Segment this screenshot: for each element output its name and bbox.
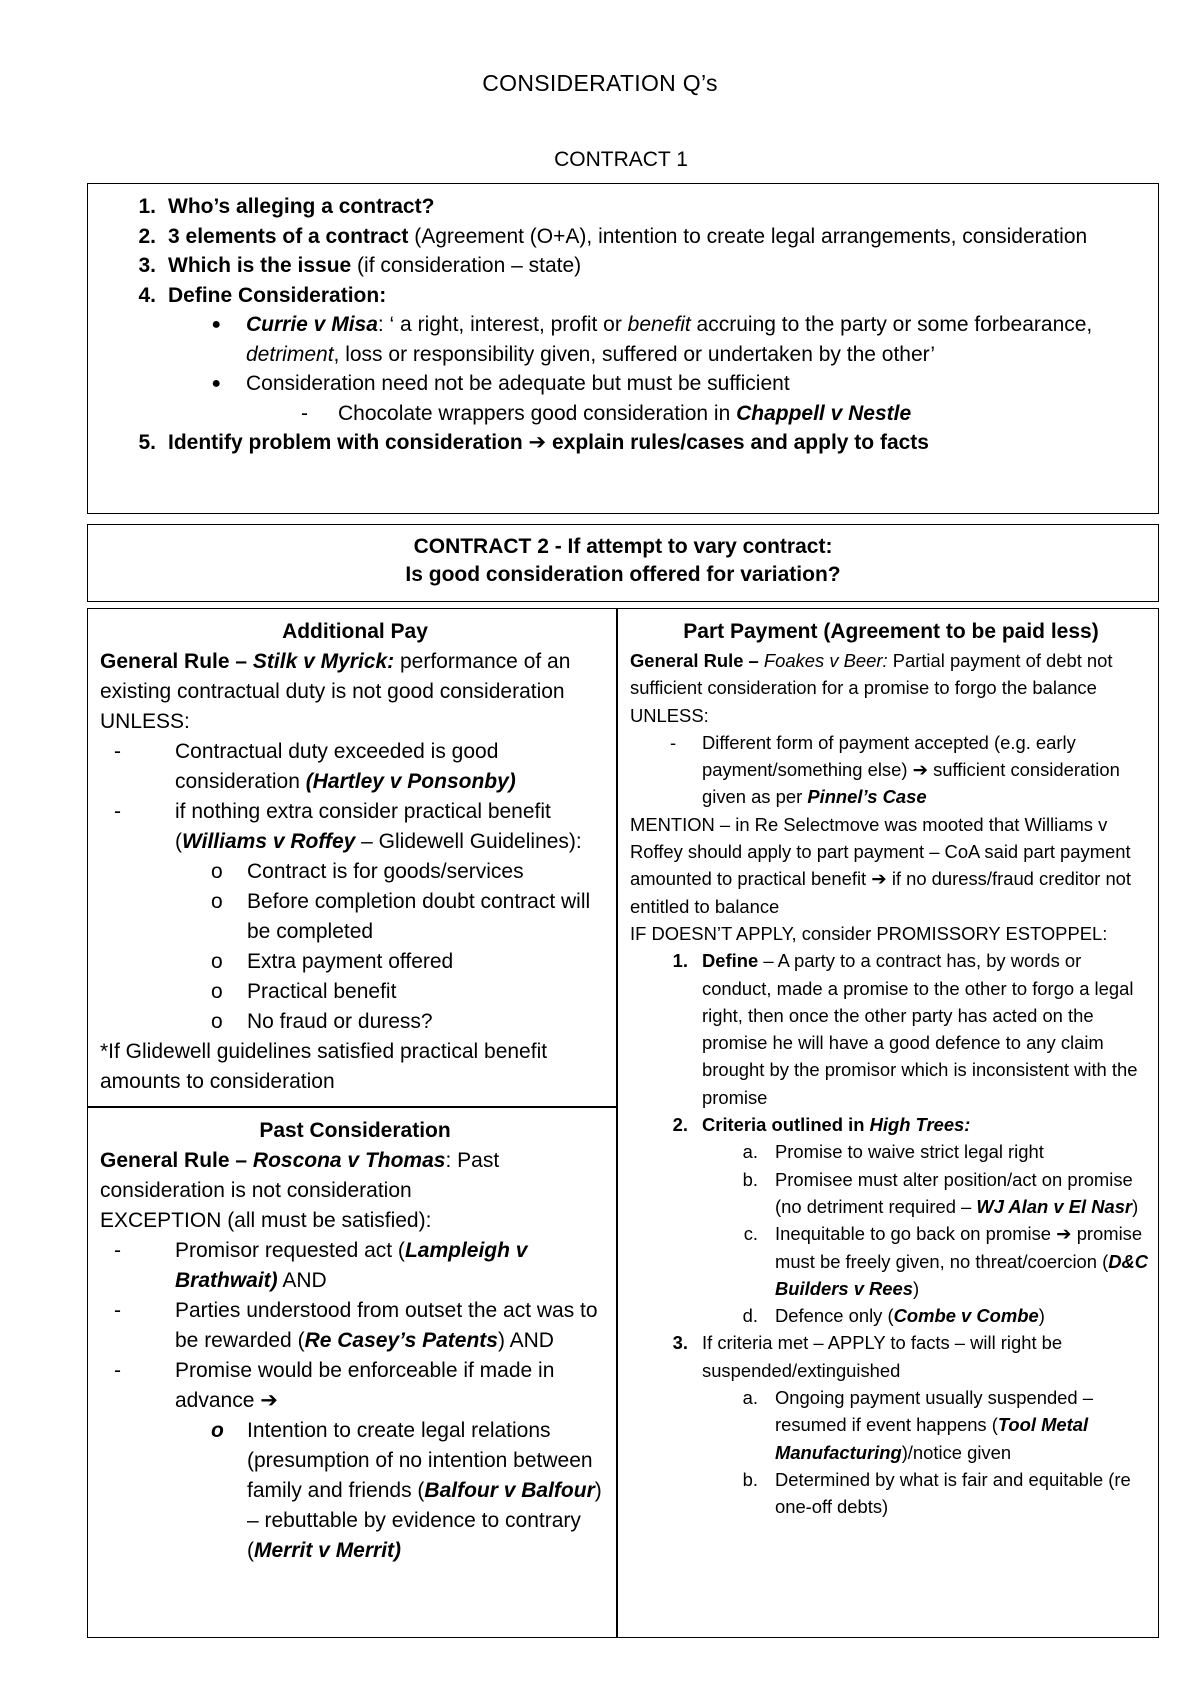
bullet-icon: ●: [211, 375, 221, 392]
contract-2-question: Is good consideration offered for variation?: [405, 563, 841, 586]
item-text: ): [1038, 1305, 1045, 1327]
dash-marker: -: [114, 1359, 121, 1382]
arrow-icon: ➔: [528, 431, 547, 454]
item-number: 1.: [672, 950, 688, 972]
item-letter: b.: [742, 1468, 758, 1490]
definition-emphasis: benefit: [627, 313, 691, 336]
sub-text: No fraud or duress?: [247, 1010, 433, 1033]
dash-text: AND: [277, 1269, 327, 1292]
row-divider: [88, 1106, 616, 1108]
dash-marker: -: [670, 731, 677, 753]
checklist-item: [88, 192, 1148, 222]
dash-text: Parties understood from outset the act was to be rewarded (: [175, 1299, 598, 1352]
dash-marker: -: [114, 1239, 121, 1262]
dash-text: Promise would be enforceable if made in advance: [175, 1359, 555, 1412]
item-text: – A party to a contract has, by words or conduct, made a promise to the other to forgo a legal right, then once the other party has acted on the promise he will have a good defence to any claim brought by the promisor which is inconsistent with the promise: [702, 950, 1138, 1108]
dash-text: Different form of payment accepted (e.g. early payment/something else): [702, 731, 1076, 781]
contract-2-box: [87, 524, 1159, 602]
sub-item: [100, 857, 610, 887]
item-letter: b.: [742, 1168, 758, 1190]
lettered-item: [630, 1220, 1152, 1302]
rule-text: performance of an existing contractual duty is not good consideration: [100, 650, 571, 703]
contract-2-heading: CONTRACT 2 - If attempt to vary contract:: [413, 535, 833, 558]
definition-text: , loss or responsibility given, suffered or undertaken by the other’: [333, 342, 936, 366]
circle-marker: o: [211, 950, 223, 973]
lettered-item: [630, 1466, 1152, 1521]
general-rule: [100, 1146, 610, 1206]
sub-item: [100, 1007, 610, 1037]
contract-1-box: [87, 183, 1159, 514]
item-number: 3.: [672, 1332, 688, 1354]
rule-label: General Rule –: [100, 1149, 253, 1172]
case-name: Pinnel’s Case: [807, 786, 927, 808]
checklist-item: [88, 222, 1148, 252]
item-number: 1.: [138, 195, 156, 218]
unless-label: UNLESS:: [630, 704, 709, 726]
case-name: Roscona v Thomas: [252, 1149, 446, 1172]
bullet-item: [88, 310, 1148, 369]
checklist-item: [88, 251, 1148, 281]
general-rule: [100, 647, 610, 707]
numbered-item: [630, 1329, 1152, 1384]
case-name: WJ Alan v El Nasr: [976, 1195, 1133, 1217]
item-text: Promisee must alter position/act on promise (no detriment required –: [775, 1168, 1133, 1217]
item-text: Determined by what is fair and equitable (re one-off debts): [775, 1468, 1131, 1518]
case-name: Combe v Combe: [893, 1305, 1039, 1327]
case-name: Chappell v Nestle: [736, 401, 912, 425]
exception-label: EXCEPTION (all must be satisfied):: [100, 1209, 432, 1232]
dash-marker: -: [114, 740, 121, 763]
dash-text: – Glidewell Guidelines):: [355, 830, 582, 853]
dash-text: Promisor requested act (: [175, 1239, 405, 1262]
case-name: Stilk v Myrick:: [252, 650, 395, 673]
item-number: 2.: [138, 224, 156, 248]
item-detail: (Agreement (O+A), intention to create legal arrangements, consideration: [408, 224, 1088, 248]
rule-text: Partial payment of debt not sufficient consideration for a promise to forgo the balance: [630, 650, 1113, 699]
sub-item: [100, 977, 610, 1007]
dash-marker: -: [114, 1299, 121, 1322]
glidewell-note: *If Glidewell guidelines satisfied practical benefit amounts to consideration: [100, 1040, 548, 1093]
sub-item: [100, 887, 610, 947]
rules-table: [87, 608, 1159, 1638]
bullet-icon: ●: [211, 316, 221, 333]
mention-text: if no duress/fraud creditor not entitled to balance: [630, 868, 1132, 917]
item-label: Criteria outlined in: [702, 1114, 870, 1136]
arrow-icon: ➔: [260, 1389, 278, 1412]
sub-text: Contract is for goods/services: [247, 860, 524, 883]
dash-item: [100, 797, 610, 857]
item-text: promise must be freely given, no threat/coercion (: [775, 1223, 1143, 1272]
item-detail: (if consideration – state): [351, 254, 582, 277]
dash-item: [88, 399, 1148, 429]
case-name: Tool Metal Manufacturing: [775, 1414, 1089, 1463]
past-consideration-cell: [100, 1116, 610, 1566]
item-label: Define: [702, 950, 759, 972]
item-text: If criteria met – APPLY to facts – will right be suspended/extinguished: [702, 1332, 1063, 1381]
rule-label: General Rule –: [630, 650, 764, 671]
item-text: explain rules/cases and apply to facts: [546, 431, 929, 454]
lettered-item: [630, 1166, 1152, 1221]
dash-marker: -: [114, 800, 121, 823]
sub-text: ) – rebuttable by evidence to contrary (: [247, 1479, 602, 1562]
item-number: 5.: [138, 431, 156, 454]
numbered-item: [630, 1111, 1152, 1138]
case-name: Lampleigh v Brathwait): [175, 1239, 528, 1292]
mention-text: MENTION – in Re Selectmove was mooted that Williams v Roffey should apply to part payment – CoA said part payment amounted to practical benefit: [630, 813, 1131, 890]
dash-item: [630, 729, 1152, 811]
dash-item: [100, 1356, 610, 1416]
cell-title: Additional Pay: [282, 620, 428, 643]
dash-item: [100, 737, 610, 797]
definition-emphasis: detriment: [246, 342, 334, 366]
part-payment-cell: [630, 617, 1152, 1521]
lettered-item: [630, 1302, 1152, 1329]
circle-marker: o: [211, 1010, 223, 1033]
contract-1-heading: CONTRACT 1: [554, 148, 688, 171]
item-text: ): [913, 1277, 920, 1299]
numbered-item: [630, 947, 1152, 1111]
case-name: High Trees:: [869, 1114, 971, 1136]
lettered-item: [630, 1138, 1152, 1165]
circle-marker: o: [211, 890, 223, 913]
document-title: CONSIDERATION Q’s: [482, 70, 718, 96]
item-text: Define Consideration:: [168, 283, 387, 307]
case-name: Currie v Misa: [246, 313, 378, 336]
dash-text: Chocolate wrappers good consideration in: [338, 401, 737, 425]
item-text: Defence only (: [775, 1305, 894, 1327]
circle-marker: o: [211, 860, 223, 883]
item-text: Which is the issue: [168, 254, 352, 277]
sub-text: Intention to create legal relations (presumption of no intention between family and friends (: [247, 1419, 593, 1502]
mention-note: [630, 811, 1152, 920]
circle-marker: o: [211, 980, 223, 1003]
cell-title: Part Payment (Agreement to be paid less): [683, 620, 1099, 643]
lettered-item: [630, 1384, 1152, 1466]
item-letter: a.: [742, 1387, 758, 1409]
dash-text: Contractual duty exceeded is good consideration: [175, 740, 499, 793]
definition-text: : ‘ a right, interest, profit or: [377, 313, 628, 336]
cell-title: Past Consideration: [259, 1119, 451, 1142]
general-rule: [630, 647, 1152, 702]
arrow-icon: ➔: [1056, 1223, 1072, 1245]
column-divider: [616, 609, 618, 1637]
rule-text: : Past consideration is not consideration: [100, 1149, 500, 1202]
sub-item: [100, 947, 610, 977]
item-text: Identify problem with consideration: [168, 431, 523, 454]
sub-text: Practical benefit: [247, 980, 397, 1003]
arrow-icon: ➔: [871, 868, 887, 890]
case-name: Balfour v Balfour: [424, 1479, 595, 1502]
item-text: ): [1132, 1195, 1139, 1217]
unless-label: UNLESS:: [100, 710, 190, 733]
case-name: (Hartley v Ponsonby): [305, 770, 516, 793]
item-number: 3.: [138, 254, 156, 277]
item-text: Inequitable to go back on promise: [775, 1223, 1057, 1245]
item-text: 3 elements of a contract: [168, 224, 409, 248]
case-name: D&C Builders v Rees: [775, 1250, 1149, 1299]
dash-item: [100, 1236, 610, 1296]
case-name: Foakes v Beer:: [763, 650, 888, 671]
item-letter: c.: [743, 1223, 758, 1245]
case-name: Williams v Roffey: [182, 830, 356, 853]
dash-text: ) AND: [497, 1329, 554, 1352]
circle-marker: o: [211, 1419, 224, 1442]
dash-text: if nothing extra consider practical benefit (: [175, 800, 551, 853]
checklist-item: [88, 428, 1148, 458]
case-name: Merrit v Merrit): [254, 1539, 402, 1562]
dash-text: sufficient consideration given as per: [702, 759, 1120, 808]
arrow-icon: ➔: [912, 759, 928, 781]
item-number: 4.: [138, 283, 156, 307]
additional-pay-cell: [100, 617, 610, 1097]
sub-item: [100, 1416, 610, 1566]
sub-text: Extra payment offered: [247, 950, 454, 973]
dash-item: [100, 1296, 610, 1356]
item-text: Who’s alleging a contract?: [168, 195, 435, 218]
item-text: )/notice given: [901, 1441, 1012, 1463]
case-name: Re Casey’s Patents: [304, 1329, 498, 1352]
bullet-text: Consideration need not be adequate but must be sufficient: [246, 372, 790, 395]
item-text: Ongoing payment usually suspended – resumed if event happens (: [775, 1387, 1093, 1436]
item-letter: a.: [742, 1141, 758, 1163]
promissory-estoppel-heading: IF DOESN’T APPLY, consider PROMISSORY ESTOPPEL:: [630, 922, 1108, 944]
item-number: 2.: [672, 1114, 688, 1136]
item-letter: d.: [742, 1305, 758, 1327]
checklist-item: [88, 281, 1148, 311]
bullet-item: [88, 369, 1148, 399]
item-text: Promise to waive strict legal right: [775, 1141, 1044, 1163]
sub-text: Before completion doubt contract will be completed: [247, 890, 591, 943]
dash-marker: -: [301, 401, 308, 425]
rule-label: General Rule –: [100, 650, 253, 673]
definition-text: accruing to the party or some forbearance,: [690, 313, 1093, 336]
